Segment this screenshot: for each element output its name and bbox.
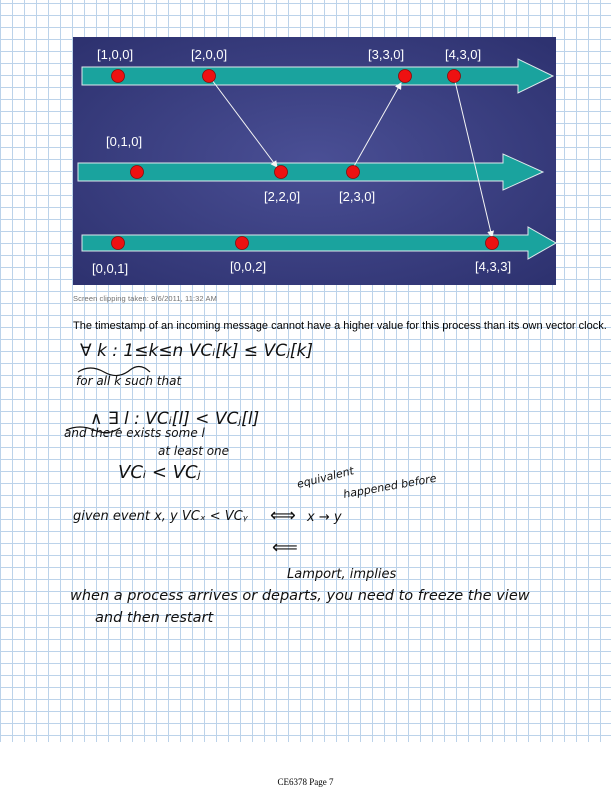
stamp-p2-3: [2,3,0] [339,189,376,204]
note-formula-3: VCᵢ < VCⱼ [118,462,201,483]
note-gloss-1: for all k such that [76,374,182,388]
stamp-p3-1: [0,0,1] [92,261,129,276]
stamp-p1-4: [4,3,0] [445,47,482,62]
page-footer: CE6378 Page 7 [277,777,334,787]
stamp-p2-1: [0,1,0] [106,134,143,149]
note-label-equivalent: equivalent [295,464,356,491]
stamp-p3-3: [4,3,3] [475,259,512,274]
stamp-p1-3: [3,3,0] [368,47,405,62]
note-restart: and then restart [95,610,214,626]
note-gloss-3: at least one [158,444,230,458]
note-event-line: given event x, y VCₓ < VCᵧ [73,509,248,524]
note-gloss-2: and there exists some l [64,426,205,440]
note-equivalence-arrow: ⟺ [270,505,296,526]
note-implies-arrow: ⟸ [272,537,298,558]
note-lamport: Lamport, implies [287,567,397,582]
stamp-p1-2: [2,0,0] [191,47,228,62]
note-relation: x → y [307,510,342,525]
stamp-p3-2: [0,0,2] [230,259,267,274]
note-freeze-view: when a process arrives or departs, you need to freeze the view [70,588,530,604]
note-formula-1: ∀ k : 1≤k≤n VCᵢ[k] ≤ VCⱼ[k] [80,341,314,361]
stamp-p1-1: [1,0,0] [97,47,134,62]
stamp-p2-2: [2,2,0] [264,189,301,204]
note-formula-2: ∧ ∃ l : VCᵢ[l] < VCⱼ[l] [90,409,260,429]
screen-clipping-caption: Screen clipping taken: 9/6/2011, 11:32 AM [73,294,217,303]
note-label-happened-before: happened before [342,471,438,501]
statement-text: The timestamp of an incoming message cannot have a higher value for this process than its own vector clock. [73,320,607,332]
